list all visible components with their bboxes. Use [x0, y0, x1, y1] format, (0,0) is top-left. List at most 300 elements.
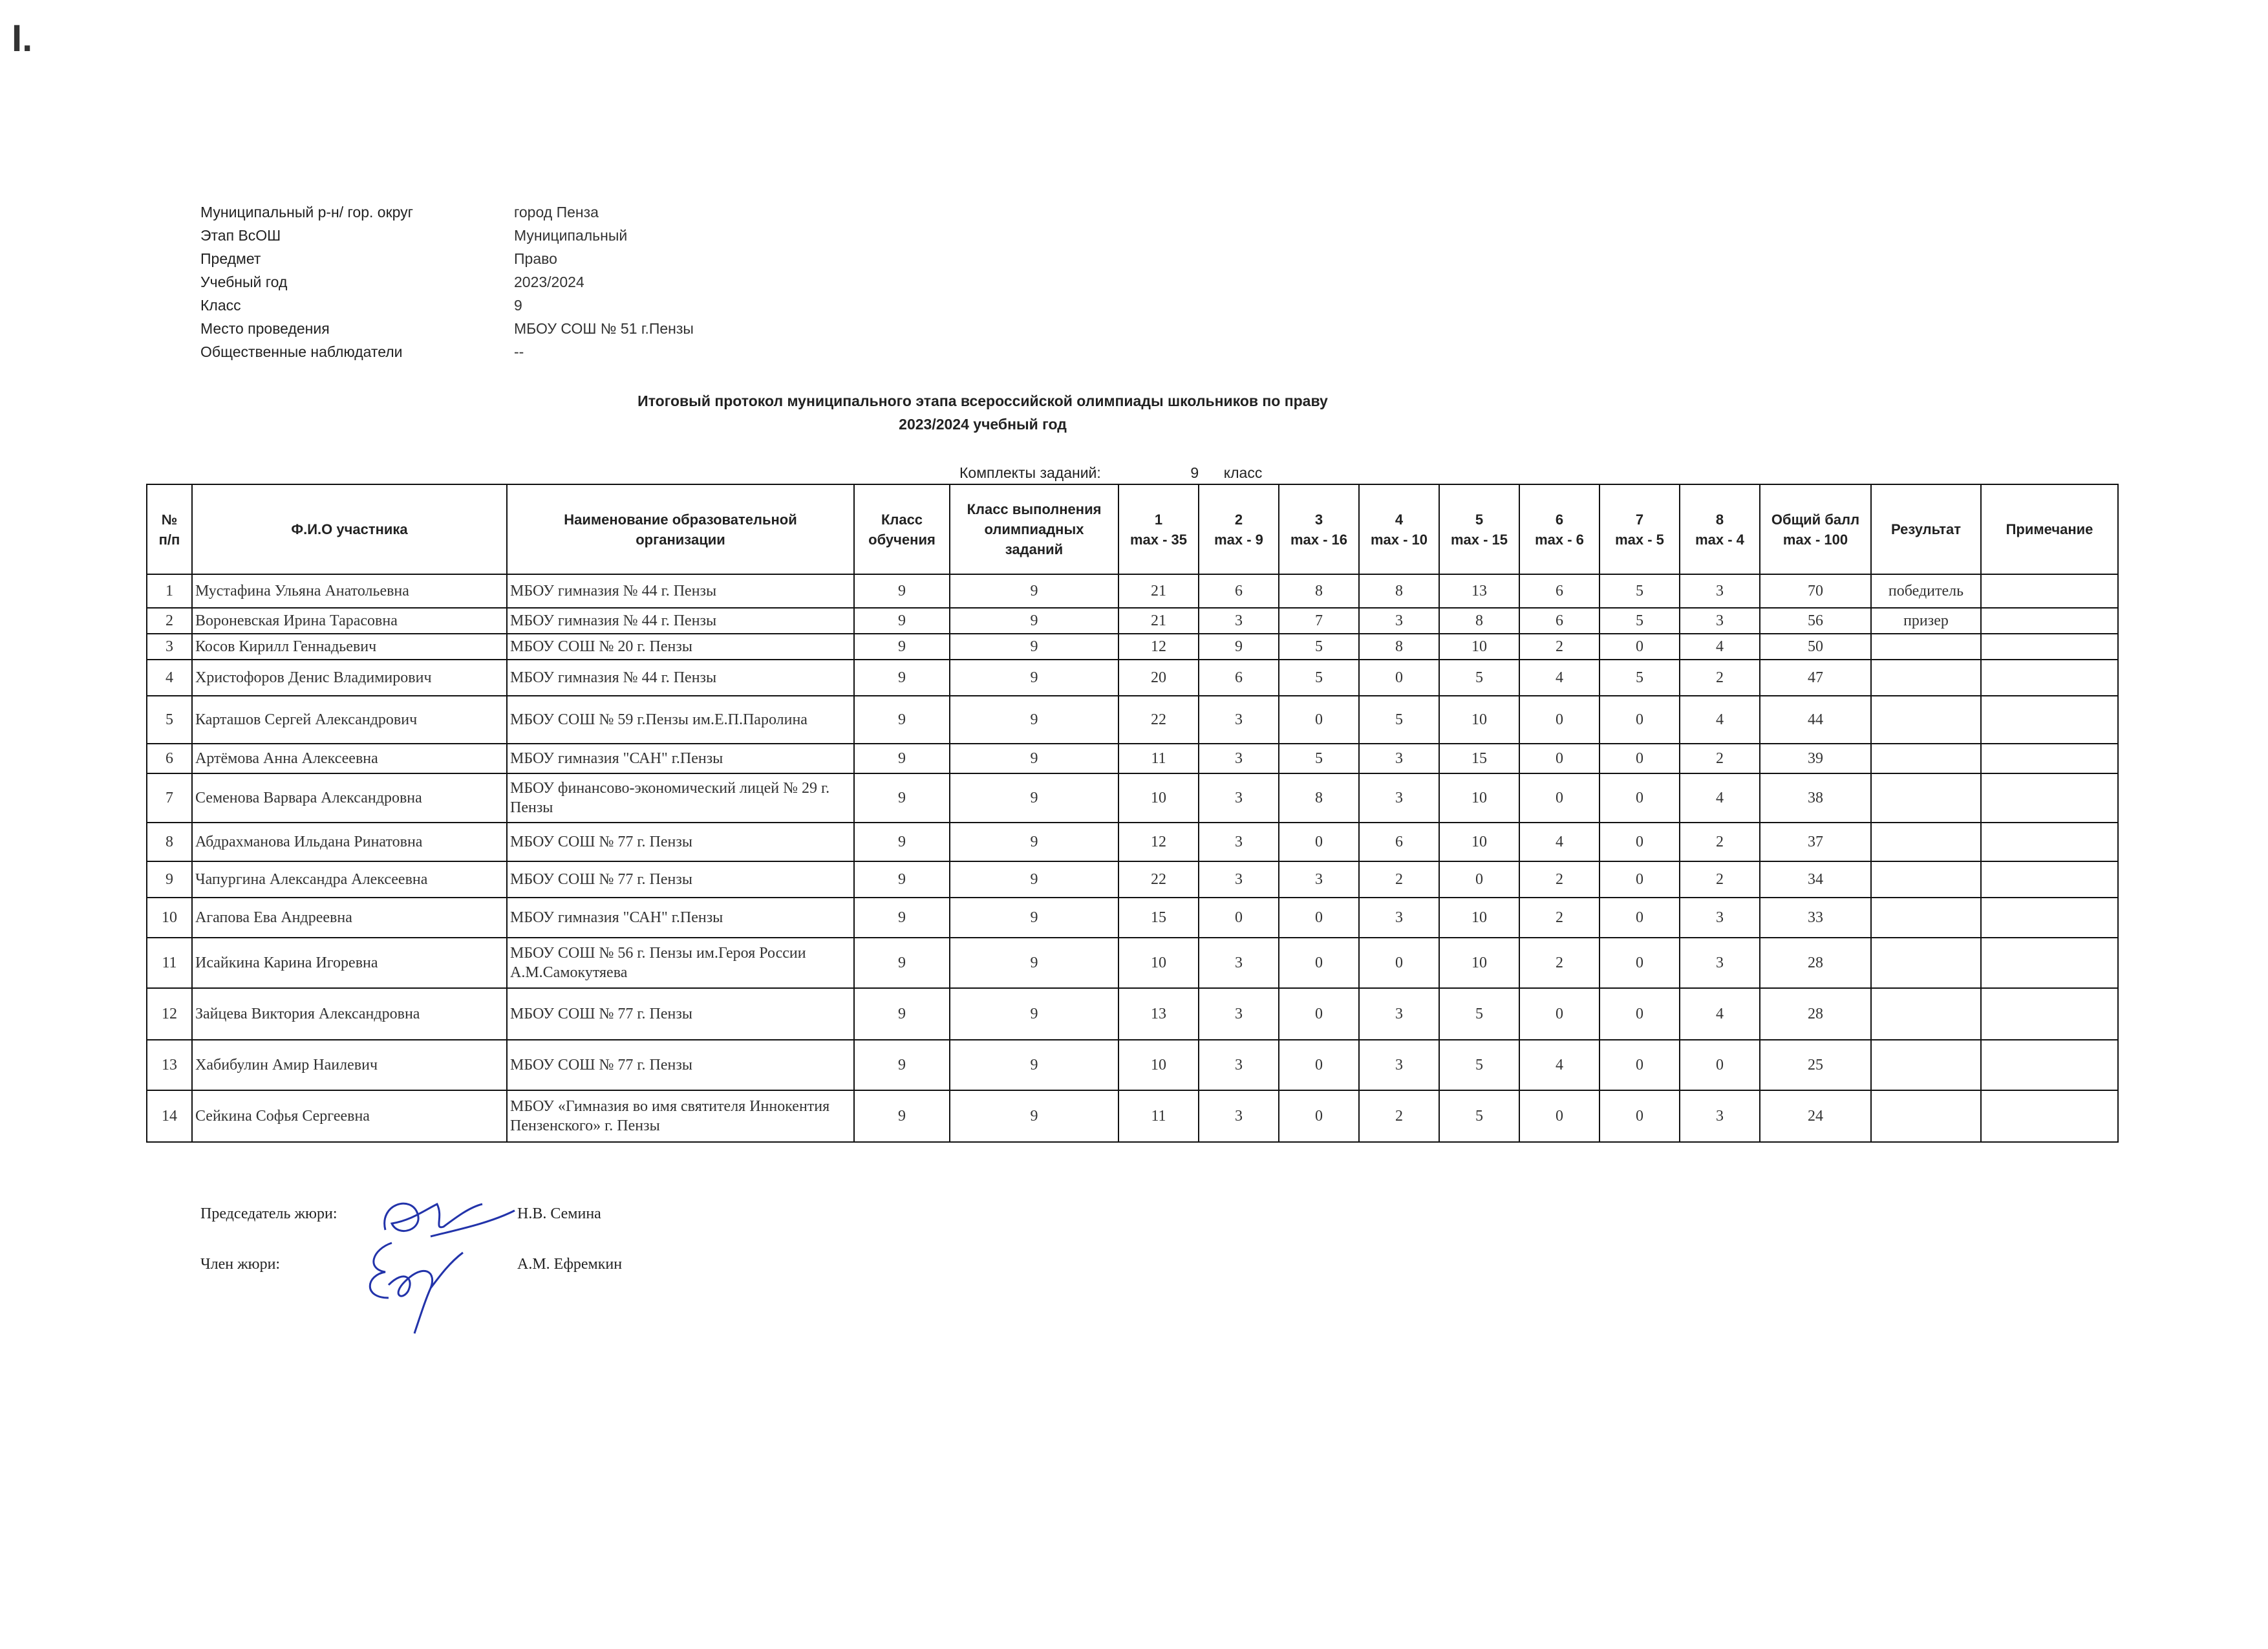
- header-task-4: [1359, 484, 1439, 574]
- cell-note: [1981, 861, 2118, 898]
- cell-score-task-5: 10: [1439, 696, 1519, 744]
- cell-number: 5: [147, 696, 192, 744]
- cell-participant-name: Семенова Варвара Александровна: [192, 773, 507, 823]
- cell-score-task-1: 10: [1118, 1040, 1199, 1090]
- cell-grade: 9: [854, 744, 950, 773]
- cell-score-task-3: 7: [1279, 608, 1359, 634]
- table-row: [147, 608, 2118, 634]
- cell-grade: 9: [854, 823, 950, 861]
- cell-score-task-4: 2: [1359, 1090, 1439, 1142]
- cell-score-task-8: 2: [1680, 744, 1760, 773]
- header-subtext: max - 35: [1129, 531, 1188, 548]
- meta-value: 2023/2024: [514, 273, 584, 290]
- header-text: 2: [1234, 511, 1243, 528]
- cell-task-grade: 9: [950, 1040, 1118, 1090]
- cell-grade: 9: [854, 634, 950, 660]
- cell-score-task-7: 0: [1599, 938, 1680, 988]
- header-subtext: max - 10: [1370, 531, 1428, 548]
- header-subtext: обучения: [868, 531, 936, 548]
- cell-score-task-7: 5: [1599, 608, 1680, 634]
- cell-score-task-3: 5: [1279, 744, 1359, 773]
- cell-score-task-6: 4: [1519, 823, 1599, 861]
- header-subtext: max - 16: [1290, 531, 1348, 548]
- task-kit-label: Комплекты заданий:: [959, 464, 1101, 481]
- cell-number: 8: [147, 823, 192, 861]
- cell-score-task-3: 0: [1279, 696, 1359, 744]
- cell-organization: МБОУ гимназия "САН" г.Пензы: [507, 744, 854, 773]
- header-task-1: [1118, 484, 1199, 574]
- cell-score-task-7: 0: [1599, 696, 1680, 744]
- cell-score-task-3: 0: [1279, 938, 1359, 988]
- meta-label: Место проведения: [200, 319, 330, 337]
- cell-grade: 9: [854, 696, 950, 744]
- cell-result: [1871, 660, 1981, 696]
- cell-score-task-1: 10: [1118, 938, 1199, 988]
- cell-score-task-5: 10: [1439, 634, 1519, 660]
- cell-score-task-4: 3: [1359, 988, 1439, 1040]
- cell-participant-name: Артёмова Анна Алексеевна: [192, 744, 507, 773]
- cell-participant-name: Чапургина Александра Алексеевна: [192, 861, 507, 898]
- cell-score-task-4: 0: [1359, 938, 1439, 988]
- cell-score-task-1: 10: [1118, 773, 1199, 823]
- cell-score-task-4: 3: [1359, 898, 1439, 938]
- cell-score-task-4: 6: [1359, 823, 1439, 861]
- cell-organization: МБОУ СОШ № 59 г.Пензы им.Е.П.Паролина: [507, 696, 854, 744]
- table-row: [147, 634, 2118, 660]
- cell-organization: МБОУ СОШ № 20 г. Пензы: [507, 634, 854, 660]
- cell-result: [1871, 696, 1981, 744]
- cell-participant-name: Исайкина Карина Игоревна: [192, 938, 507, 988]
- cell-score-task-2: 3: [1199, 1040, 1279, 1090]
- cell-score-task-2: 3: [1199, 696, 1279, 744]
- meta-row-district: [200, 200, 694, 224]
- meta-row-year: [200, 270, 694, 294]
- table-row: [147, 988, 2118, 1040]
- cell-score-task-2: 3: [1199, 988, 1279, 1040]
- header-task-8: [1680, 484, 1760, 574]
- cell-score-task-2: 3: [1199, 823, 1279, 861]
- header-text: 7: [1635, 511, 1644, 528]
- header-result: [1871, 484, 1981, 574]
- cell-score-task-4: 8: [1359, 634, 1439, 660]
- cell-number: 12: [147, 988, 192, 1040]
- cell-number: 7: [147, 773, 192, 823]
- cell-score-task-7: 5: [1599, 574, 1680, 608]
- cell-task-grade: 9: [950, 608, 1118, 634]
- cell-score-task-8: 4: [1680, 988, 1760, 1040]
- header-task-grade: [950, 484, 1118, 574]
- cell-score-task-8: 3: [1680, 898, 1760, 938]
- cell-score-task-1: 15: [1118, 898, 1199, 938]
- cell-score-task-4: 3: [1359, 608, 1439, 634]
- header-text: Общий балл: [1771, 511, 1860, 528]
- cell-score-task-7: 0: [1599, 773, 1680, 823]
- cell-note: [1981, 660, 2118, 696]
- cell-score-task-1: 21: [1118, 574, 1199, 608]
- table-row: [147, 938, 2118, 988]
- table-row: [147, 861, 2118, 898]
- cell-score-task-2: 3: [1199, 744, 1279, 773]
- cell-organization: МБОУ финансово-экономический лицей № 29 г. Пензы: [507, 773, 854, 823]
- cell-score-task-2: 0: [1199, 898, 1279, 938]
- member-signature-scribble: [353, 1236, 495, 1340]
- cell-total-score: 39: [1760, 744, 1871, 773]
- cell-score-task-6: 4: [1519, 660, 1599, 696]
- cell-note: [1981, 938, 2118, 988]
- header-number: [147, 484, 192, 574]
- cell-participant-name: Зайцева Виктория Александровна: [192, 988, 507, 1040]
- cell-note: [1981, 1040, 2118, 1090]
- cell-score-task-3: 3: [1279, 861, 1359, 898]
- jury-chair-name: Н.В. Семина: [517, 1205, 601, 1222]
- cell-grade: 9: [854, 1040, 950, 1090]
- cell-result: [1871, 773, 1981, 823]
- cell-score-task-3: 0: [1279, 1040, 1359, 1090]
- cell-score-task-7: 0: [1599, 634, 1680, 660]
- cell-score-task-6: 2: [1519, 898, 1599, 938]
- cell-participant-name: Мустафина Ульяна Анатольевна: [192, 574, 507, 608]
- cell-score-task-3: 0: [1279, 1090, 1359, 1142]
- table-row: [147, 660, 2118, 696]
- cell-number: 14: [147, 1090, 192, 1142]
- cell-score-task-6: 0: [1519, 744, 1599, 773]
- cell-score-task-2: 3: [1199, 608, 1279, 634]
- cell-score-task-5: 10: [1439, 823, 1519, 861]
- header-text: Наименование образовательной: [564, 511, 797, 528]
- cell-participant-name: Агапова Ева Андреевна: [192, 898, 507, 938]
- cell-score-task-6: 2: [1519, 938, 1599, 988]
- cell-organization: МБОУ гимназия № 44 г. Пензы: [507, 574, 854, 608]
- meta-row-subject: [200, 247, 694, 270]
- cell-score-task-8: 4: [1680, 696, 1760, 744]
- header-note: [1981, 484, 2118, 574]
- cell-task-grade: 9: [950, 988, 1118, 1040]
- meta-label: Общественные наблюдатели: [200, 343, 403, 360]
- cell-score-task-5: 10: [1439, 898, 1519, 938]
- cell-score-task-6: 0: [1519, 773, 1599, 823]
- cell-score-task-8: 2: [1680, 861, 1760, 898]
- header-total-score: [1760, 484, 1871, 574]
- cell-result: [1871, 634, 1981, 660]
- cell-participant-name: Карташов Сергей Александрович: [192, 696, 507, 744]
- cell-task-grade: 9: [950, 1090, 1118, 1142]
- cell-total-score: 56: [1760, 608, 1871, 634]
- cell-score-task-2: 3: [1199, 1090, 1279, 1142]
- cell-score-task-6: 0: [1519, 1090, 1599, 1142]
- cell-task-grade: 9: [950, 823, 1118, 861]
- header-subtext: max - 4: [1695, 531, 1744, 548]
- header-task-7: [1599, 484, 1680, 574]
- cell-result: [1871, 938, 1981, 988]
- cell-score-task-1: 22: [1118, 696, 1199, 744]
- header-text: Результат: [1890, 521, 1962, 537]
- cell-score-task-3: 8: [1279, 773, 1359, 823]
- cell-organization: МБОУ «Гимназия во имя святителя Иннокентия Пензенского» г. Пензы: [507, 1090, 854, 1142]
- cell-result: [1871, 898, 1981, 938]
- cell-score-task-7: 0: [1599, 1090, 1680, 1142]
- cell-participant-name: Христофоров Денис Владимирович: [192, 660, 507, 696]
- table-row: [147, 696, 2118, 744]
- cell-task-grade: 9: [950, 861, 1118, 898]
- cell-score-task-1: 11: [1118, 744, 1199, 773]
- cell-score-task-1: 12: [1118, 823, 1199, 861]
- cell-organization: МБОУ СОШ № 77 г. Пензы: [507, 988, 854, 1040]
- meta-row-venue: [200, 317, 694, 340]
- cell-total-score: 38: [1760, 773, 1871, 823]
- cell-score-task-2: 3: [1199, 773, 1279, 823]
- protocol-title-line2: 2023/2024 учебный год: [899, 416, 1067, 433]
- table-header-row: [147, 484, 2118, 574]
- task-kit-line: [959, 464, 1262, 482]
- cell-score-task-1: 13: [1118, 988, 1199, 1040]
- meta-label: Муниципальный р-н/ гор. округ: [200, 203, 414, 221]
- cell-note: [1981, 574, 2118, 608]
- cell-score-task-8: 4: [1680, 634, 1760, 660]
- meta-value: 9: [514, 296, 522, 314]
- cell-organization: МБОУ гимназия № 44 г. Пензы: [507, 660, 854, 696]
- cell-score-task-5: 0: [1439, 861, 1519, 898]
- cell-result: [1871, 988, 1981, 1040]
- cell-score-task-8: 2: [1680, 823, 1760, 861]
- cell-result: [1871, 1090, 1981, 1142]
- table-body: [147, 574, 2118, 1142]
- cell-score-task-2: 6: [1199, 574, 1279, 608]
- cell-total-score: 47: [1760, 660, 1871, 696]
- jury-chair-label: Председатель жюри:: [200, 1205, 337, 1222]
- cell-score-task-3: 0: [1279, 898, 1359, 938]
- cell-score-task-2: 6: [1199, 660, 1279, 696]
- cell-total-score: 25: [1760, 1040, 1871, 1090]
- cell-participant-name: Хабибулин Амир Наилевич: [192, 1040, 507, 1090]
- cell-task-grade: 9: [950, 898, 1118, 938]
- cell-score-task-4: 0: [1359, 660, 1439, 696]
- meta-value: --: [514, 343, 524, 360]
- cell-total-score: 33: [1760, 898, 1871, 938]
- cell-score-task-3: 0: [1279, 823, 1359, 861]
- cell-score-task-4: 5: [1359, 696, 1439, 744]
- cell-number: 6: [147, 744, 192, 773]
- results-table: [146, 484, 2119, 1143]
- cell-number: 10: [147, 898, 192, 938]
- jury-member-name: А.М. Ефремкин: [517, 1256, 623, 1273]
- table-row: [147, 1040, 2118, 1090]
- cell-score-task-7: 0: [1599, 988, 1680, 1040]
- header-text: 6: [1555, 511, 1564, 528]
- corner-mark: I.: [12, 17, 33, 59]
- cell-total-score: 28: [1760, 938, 1871, 988]
- header-text: Ф.И.О участника: [291, 521, 408, 537]
- cell-score-task-3: 8: [1279, 574, 1359, 608]
- meta-row-grade: [200, 294, 694, 317]
- header-participant-name: [192, 484, 507, 574]
- cell-score-task-5: 5: [1439, 1090, 1519, 1142]
- cell-note: [1981, 773, 2118, 823]
- header-subtext: организации: [636, 531, 725, 548]
- table-row: [147, 744, 2118, 773]
- cell-total-score: 28: [1760, 988, 1871, 1040]
- cell-number: 3: [147, 634, 192, 660]
- cell-note: [1981, 608, 2118, 634]
- cell-task-grade: 9: [950, 773, 1118, 823]
- cell-participant-name: Косов Кирилл Геннадьевич: [192, 634, 507, 660]
- cell-task-grade: 9: [950, 744, 1118, 773]
- cell-score-task-5: 10: [1439, 773, 1519, 823]
- cell-score-task-7: 0: [1599, 861, 1680, 898]
- cell-score-task-6: 2: [1519, 634, 1599, 660]
- cell-number: 2: [147, 608, 192, 634]
- cell-task-grade: 9: [950, 574, 1118, 608]
- cell-number: 13: [147, 1040, 192, 1090]
- table-row: [147, 823, 2118, 861]
- cell-score-task-8: 4: [1680, 773, 1760, 823]
- header-subtext: max - 100: [1782, 531, 1848, 548]
- cell-total-score: 70: [1760, 574, 1871, 608]
- cell-organization: МБОУ СОШ № 77 г. Пензы: [507, 861, 854, 898]
- meta-value: Право: [514, 250, 557, 267]
- table-row: [147, 1090, 2118, 1142]
- cell-grade: 9: [854, 773, 950, 823]
- cell-organization: МБОУ гимназия № 44 г. Пензы: [507, 608, 854, 634]
- cell-score-task-1: 11: [1118, 1090, 1199, 1142]
- cell-score-task-4: 8: [1359, 574, 1439, 608]
- cell-task-grade: 9: [950, 634, 1118, 660]
- cell-result: [1871, 823, 1981, 861]
- cell-task-grade: 9: [950, 660, 1118, 696]
- cell-score-task-7: 0: [1599, 898, 1680, 938]
- cell-score-task-5: 13: [1439, 574, 1519, 608]
- cell-note: [1981, 823, 2118, 861]
- cell-score-task-4: 2: [1359, 861, 1439, 898]
- cell-note: [1981, 988, 2118, 1040]
- meta-value: МБОУ СОШ № 51 г.Пензы: [514, 319, 694, 337]
- task-kit-value: 9: [1190, 464, 1199, 481]
- cell-score-task-8: 3: [1680, 938, 1760, 988]
- cell-result: победитель: [1871, 574, 1981, 608]
- meta-label: Класс: [200, 296, 241, 314]
- header-grade: [854, 484, 950, 574]
- meta-row-stage: [200, 224, 694, 247]
- cell-grade: 9: [854, 898, 950, 938]
- cell-grade: 9: [854, 660, 950, 696]
- header-task-2: [1199, 484, 1279, 574]
- header-text: Класс: [881, 511, 923, 528]
- header-subtext: max - 15: [1450, 531, 1508, 548]
- header-subtext: max - 6: [1535, 531, 1584, 548]
- cell-participant-name: Вороневская Ирина Тарасовна: [192, 608, 507, 634]
- protocol-title: [168, 389, 1797, 436]
- header-subtext: п/п: [158, 531, 180, 548]
- cell-score-task-4: 3: [1359, 1040, 1439, 1090]
- cell-score-task-2: 3: [1199, 861, 1279, 898]
- cell-score-task-6: 2: [1519, 861, 1599, 898]
- cell-number: 9: [147, 861, 192, 898]
- cell-score-task-8: 3: [1680, 608, 1760, 634]
- protocol-title-line1: Итоговый протокол муниципального этапа всероссийской олимпиады школьников по праву: [637, 393, 1328, 409]
- cell-note: [1981, 634, 2118, 660]
- cell-participant-name: Сейкина Софья Сергеевна: [192, 1090, 507, 1142]
- cell-score-task-2: 3: [1199, 938, 1279, 988]
- cell-score-task-7: 0: [1599, 744, 1680, 773]
- table-row: [147, 773, 2118, 823]
- header-organization: [507, 484, 854, 574]
- header-subtext: max - 5: [1615, 531, 1664, 548]
- cell-number: 1: [147, 574, 192, 608]
- meta-label: Предмет: [200, 250, 261, 267]
- header-task-6: [1519, 484, 1599, 574]
- cell-score-task-5: 10: [1439, 938, 1519, 988]
- header-text: 5: [1475, 511, 1484, 528]
- header-subtext: max - 9: [1214, 531, 1263, 548]
- cell-score-task-7: 0: [1599, 1040, 1680, 1090]
- cell-score-task-1: 12: [1118, 634, 1199, 660]
- cell-participant-name: Абдрахманова Ильдана Ринатовна: [192, 823, 507, 861]
- cell-score-task-5: 5: [1439, 660, 1519, 696]
- cell-score-task-8: 3: [1680, 574, 1760, 608]
- cell-task-grade: 9: [950, 938, 1118, 988]
- cell-score-task-4: 3: [1359, 744, 1439, 773]
- cell-score-task-6: 6: [1519, 574, 1599, 608]
- meta-value: город Пенза: [514, 203, 599, 221]
- header-task-5: [1439, 484, 1519, 574]
- cell-organization: МБОУ СОШ № 77 г. Пензы: [507, 1040, 854, 1090]
- cell-score-task-1: 22: [1118, 861, 1199, 898]
- header-subtext: заданий: [1005, 541, 1064, 557]
- cell-score-task-2: 9: [1199, 634, 1279, 660]
- cell-organization: МБОУ СОШ № 56 г. Пензы им.Героя России А.М.Самокутяева: [507, 938, 854, 988]
- task-kit-unit: класс: [1223, 464, 1263, 481]
- cell-grade: 9: [854, 861, 950, 898]
- cell-score-task-3: 5: [1279, 634, 1359, 660]
- table-row: [147, 574, 2118, 608]
- cell-score-task-3: 5: [1279, 660, 1359, 696]
- cell-score-task-5: 15: [1439, 744, 1519, 773]
- header-text: 4: [1395, 511, 1404, 528]
- meta-label: Учебный год: [200, 273, 288, 290]
- header-task-3: [1279, 484, 1359, 574]
- header-text: 8: [1715, 511, 1724, 528]
- header-text: №: [161, 511, 178, 528]
- cell-total-score: 24: [1760, 1090, 1871, 1142]
- cell-result: [1871, 744, 1981, 773]
- cell-score-task-5: 8: [1439, 608, 1519, 634]
- cell-organization: МБОУ гимназия "САН" г.Пензы: [507, 898, 854, 938]
- cell-total-score: 50: [1760, 634, 1871, 660]
- cell-score-task-6: 6: [1519, 608, 1599, 634]
- cell-note: [1981, 1090, 2118, 1142]
- cell-total-score: 34: [1760, 861, 1871, 898]
- cell-number: 11: [147, 938, 192, 988]
- cell-score-task-5: 5: [1439, 1040, 1519, 1090]
- cell-note: [1981, 898, 2118, 938]
- table-row: [147, 898, 2118, 938]
- meta-label: Этап ВсОШ: [200, 226, 281, 244]
- cell-total-score: 44: [1760, 696, 1871, 744]
- cell-organization: МБОУ СОШ № 77 г. Пензы: [507, 823, 854, 861]
- cell-score-task-7: 0: [1599, 823, 1680, 861]
- cell-note: [1981, 744, 2118, 773]
- meta-row-observers: [200, 340, 694, 363]
- cell-result: [1871, 861, 1981, 898]
- header-text: 1: [1154, 511, 1163, 528]
- cell-score-task-8: 3: [1680, 1090, 1760, 1142]
- meta-block: [200, 200, 694, 363]
- cell-task-grade: 9: [950, 696, 1118, 744]
- jury-member-label: Член жюри:: [200, 1256, 281, 1273]
- cell-score-task-1: 20: [1118, 660, 1199, 696]
- cell-grade: 9: [854, 938, 950, 988]
- cell-score-task-4: 3: [1359, 773, 1439, 823]
- cell-result: призер: [1871, 608, 1981, 634]
